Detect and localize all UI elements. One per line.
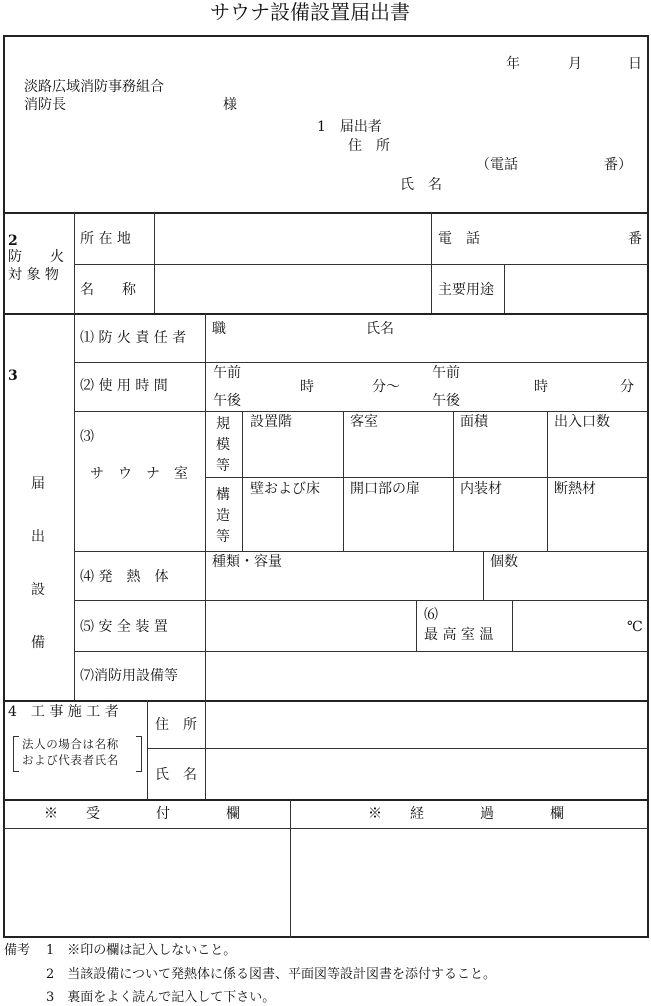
usage-am: 午前 [213, 365, 241, 381]
section2-title-line2: 対 象 物 [8, 267, 59, 283]
filer-name-label: 氏 名 [400, 177, 442, 193]
fire-manager-post: 職 [212, 321, 226, 337]
struct-col-wall: 壁および床 [250, 481, 320, 497]
remark-3: 3 裏面をよく読んで記入して下さい。 [46, 990, 276, 1005]
scale-col-floor: 設置階 [250, 414, 292, 430]
filer-label: 1 届出者 [317, 119, 382, 135]
scale-char-2: 模 [216, 437, 230, 453]
form-frame [3, 35, 649, 938]
remarks-label: 備考 [4, 943, 31, 958]
fire-manager-name: 氏名 [366, 321, 394, 337]
struct-char-2: 造 [216, 508, 230, 524]
progress-header: ※ 経 過 欄 [368, 806, 564, 822]
date-month: 月 [568, 56, 582, 72]
usage-hour-2: 時 [534, 379, 548, 395]
main-use-label: 主要用途 [438, 282, 494, 298]
section3-number: 3 [8, 368, 18, 384]
max-temp-number: ⑹ [424, 607, 438, 623]
scale-char-1: 規 [216, 416, 230, 432]
struct-char-3: 等 [216, 529, 230, 545]
usage-pm: 午後 [213, 393, 241, 409]
section2-number: 2 [8, 233, 18, 249]
fire-manager-label: ⑴ 防 火 責 任 者 [80, 330, 187, 346]
phone-suffix: 番 [628, 231, 642, 247]
bracket-left [13, 736, 19, 772]
remark-1: 1 ※印の欄は記入しないこと。 [46, 943, 237, 958]
scale-char-3: 等 [216, 458, 230, 474]
struct-char-1: 構 [216, 487, 230, 503]
usage-am-2: 午前 [432, 365, 460, 381]
section3-title-char-1: 届 [31, 476, 45, 492]
section4-note-line1: 法人の場合は名称 [22, 737, 119, 751]
heater-type: 種類・容量 [212, 554, 282, 570]
usage-minute-from: 分〜 [372, 379, 400, 395]
date-year: 年 [506, 56, 520, 72]
scale-col-room: 客室 [350, 414, 378, 430]
bracket-right [136, 736, 142, 772]
contractor-name-label: 氏 名 [155, 767, 197, 783]
struct-col-insulation: 断熱材 [554, 481, 596, 497]
addressee-org: 淡路広域消防事務組合 [24, 79, 164, 95]
contractor-address-label: 住 所 [155, 717, 197, 733]
addressee-title: 消防長 [24, 97, 66, 113]
section3-title-char-2: 出 [31, 529, 45, 545]
struct-col-interior: 内装材 [460, 481, 502, 497]
temp-unit: ℃ [627, 619, 643, 635]
phone-label: 電 話 [438, 231, 480, 247]
scale-col-exits: 出入口数 [554, 414, 610, 430]
fire-equipment-label: ⑺消防用設備等 [80, 668, 178, 684]
honorific: 様 [223, 97, 237, 113]
page-title: サウナ設備設置届出書 [210, 0, 410, 24]
usage-hours-label: ⑵ 使 用 時 間 [80, 378, 168, 394]
filer-address-label: 住 所 [348, 138, 390, 154]
section2-title-line1: 防 火 [8, 249, 64, 265]
struct-col-door: 開口部の扉 [350, 481, 420, 497]
receipt-header: ※ 受 付 欄 [44, 806, 240, 822]
name-label: 名 称 [80, 282, 136, 298]
filer-phone-open: （電話 [476, 157, 518, 173]
section3-title-char-4: 備 [31, 635, 45, 651]
section4-title: 4 工 事 施 工 者 [8, 704, 119, 720]
usage-minute-2: 分 [620, 379, 634, 395]
max-temp-label: 最 高 室 温 [424, 627, 494, 643]
section4-note-line2: および代表者氏名 [22, 753, 119, 767]
section3-title-char-3: 設 [31, 582, 45, 598]
safety-device-label: ⑸ 安 全 装 置 [80, 619, 168, 635]
usage-hour: 時 [300, 379, 314, 395]
date-day: 日 [628, 56, 642, 72]
filer-phone-close: 番） [604, 157, 632, 173]
location-label: 所 在 地 [80, 231, 131, 247]
heater-label: ⑷ 発 熱 体 [80, 569, 169, 585]
remark-2: 2 当該設備について発熱体に係る図書、平面図等設計図書を添付すること。 [46, 967, 497, 982]
sauna-number: ⑶ [80, 429, 94, 445]
heater-count: 個数 [490, 554, 518, 570]
sauna-label: サ ウ ナ 室 [90, 466, 188, 482]
scale-col-area: 面積 [460, 414, 488, 430]
usage-pm-2: 午後 [432, 393, 460, 409]
